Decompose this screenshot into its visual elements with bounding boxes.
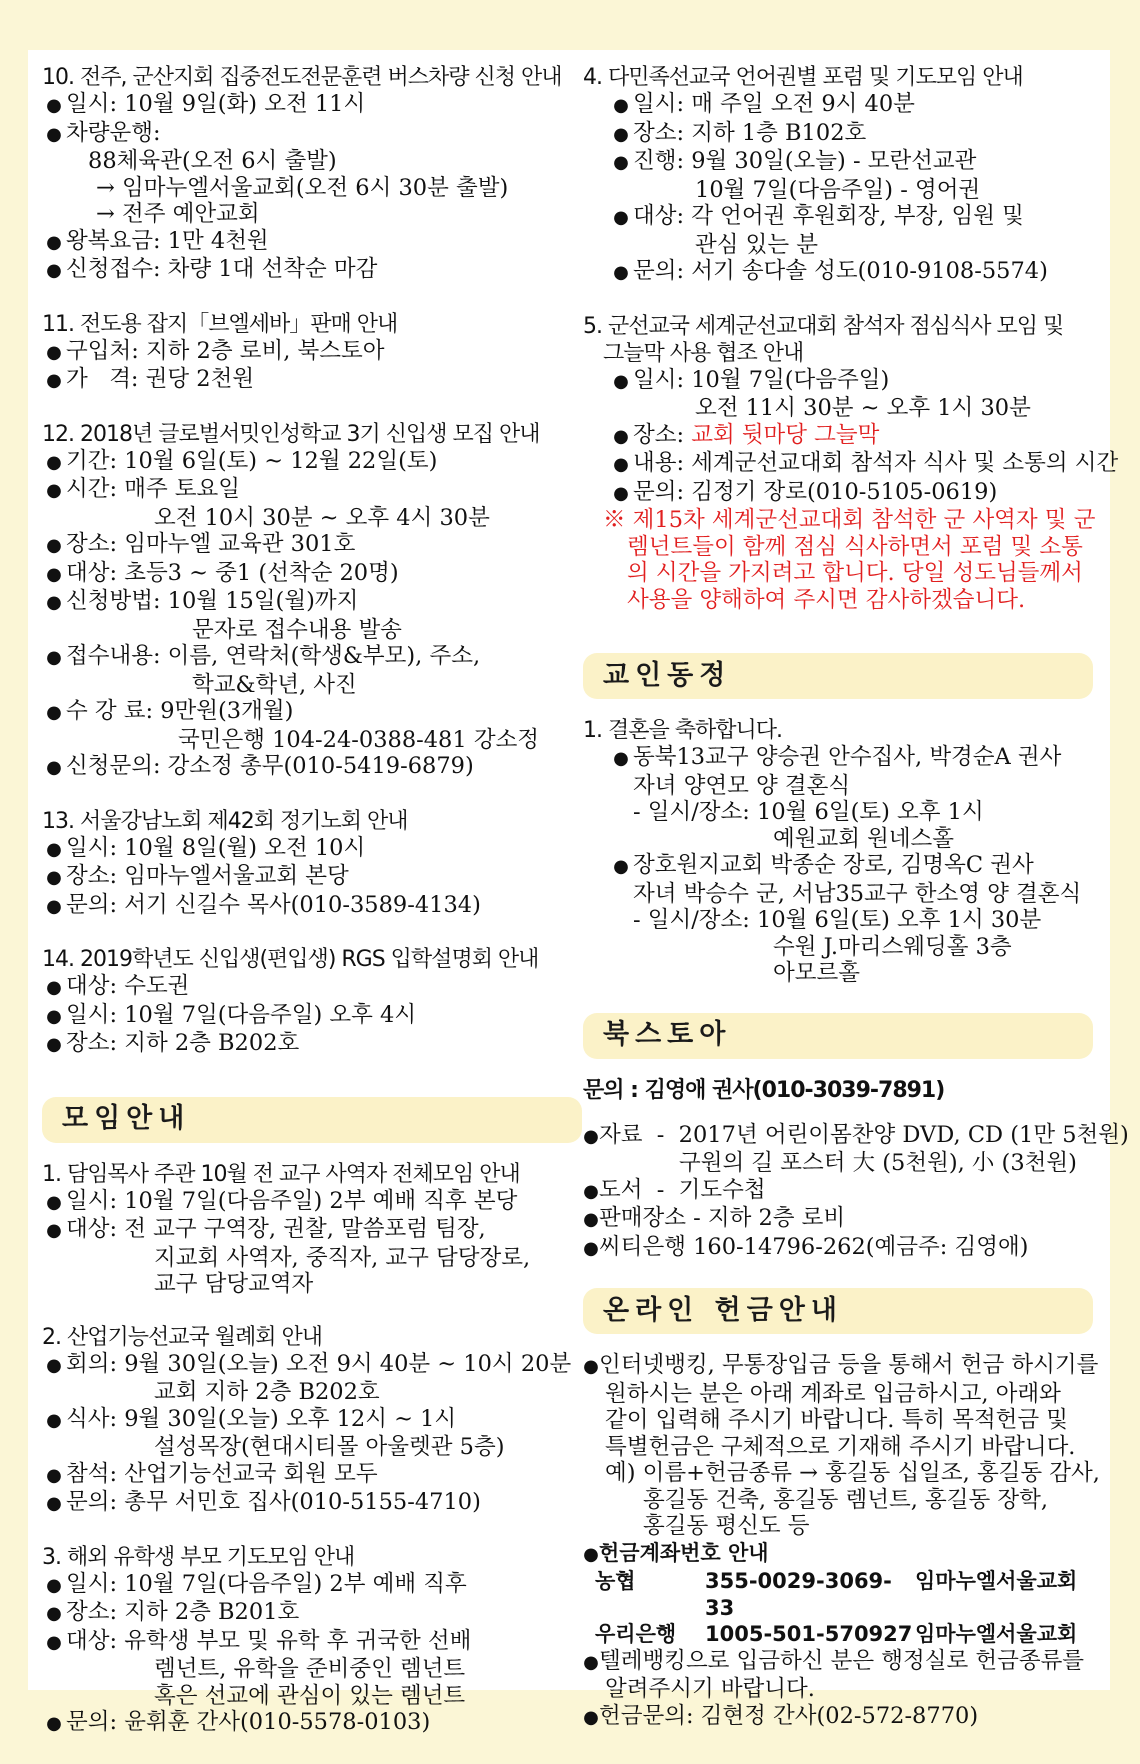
item-text: 렘넌트, 유학을 준비중인 렘넌트 (154, 1656, 466, 1682)
notice-title: 11. 전도용 잡지「브엘세바」판매 안내 (42, 311, 398, 337)
item-text: 장소: 지하 2층 B201호 (66, 1599, 300, 1625)
bullet-icon: ● (46, 838, 62, 860)
account-holder: 임마누엘서울교회 (915, 1622, 1078, 1646)
item-text: - 일시/장소: 10월 6일(토) 오후 1시 30분 (633, 907, 1042, 933)
bullet-icon: ● (46, 977, 62, 998)
item-text: 장소: 지하 1층 B102호 (633, 119, 867, 146)
item-text: 텔레뱅킹으로 입금하신 분은 행정실로 헌금종류를 (599, 1647, 1085, 1674)
list-item (42, 1571, 582, 1600)
list-item (42, 1628, 582, 1657)
item-text: 회의: 9월 30일(오늘) 오전 9시 40분 ~ 10시 20분 (66, 1350, 572, 1377)
list-item (42, 560, 582, 589)
item-text: 홍길동 건축, 홍길동 렘넌트, 홍길동 장학, (643, 1486, 1048, 1513)
notice-title: 13. 서울강남노회 제42회 정기노회 안내 (42, 808, 408, 834)
item-text: 일시: 10월 7일(다음주일) 오후 4시 (66, 1001, 417, 1028)
bullet-icon: ● (583, 1180, 599, 1202)
item-text: 장호원지교회 박종순 장로, 김명옥C 권사 (633, 852, 1034, 878)
notice-note: 사용을 양해하여 주시면 감사하겠습니다. (627, 586, 1026, 613)
bullet-icon: ● (46, 895, 62, 917)
list-item (583, 1540, 1093, 1569)
item-text: 구원의 길 포스터 大 (5천원), 小 (3천원) (679, 1150, 1077, 1176)
item-text: 문의: 서기 송다솔 성도(010-9108-5574) (633, 258, 1048, 284)
list-item (583, 120, 1093, 149)
list-item (42, 228, 582, 257)
location-highlight: 교회 뒷마당 그늘막 (691, 421, 880, 448)
list-item (42, 1489, 582, 1518)
notice-11 (42, 311, 582, 395)
list-item (42, 973, 582, 1002)
bullet-icon: ● (46, 535, 62, 556)
list-item (42, 1002, 582, 1031)
account-holder: 임마누엘서울교회 (915, 1569, 1078, 1593)
item-text: 수 강 료: 9만원(3개월) (66, 698, 294, 724)
bullet-icon: ● (613, 152, 629, 173)
item-text: 시간: 매주 토요일 (66, 476, 241, 502)
meeting-4 (583, 64, 1093, 287)
bullet-icon: ● (613, 856, 629, 877)
notice-14 (42, 946, 582, 1059)
bullet-icon: ● (583, 1125, 599, 1147)
list-item (583, 1121, 1129, 1151)
notice-10 (42, 64, 582, 285)
bullet-icon: ● (613, 425, 629, 447)
notice-title: 14. 2019학년도 신입생(편입생) RGS 입학설명회 안내 (42, 947, 539, 972)
list-item (42, 256, 582, 285)
bullet-icon: ● (583, 1237, 599, 1259)
bullet-icon: ● (613, 95, 629, 116)
item-text: 일시: 10월 9일(화) 오전 11시 (66, 91, 366, 117)
list-item (42, 863, 582, 892)
list-item (42, 91, 582, 120)
item-text: 문의: 김정기 장로(010-5105-0619) (633, 478, 998, 505)
item-text: 동북13교구 양승권 안수집사, 박경순A 권사 (633, 744, 1062, 770)
item-text: 장소: 임마누엘 교육관 301호 (66, 531, 356, 557)
list-item (583, 91, 1093, 120)
notice-13 (42, 808, 582, 921)
list-item (42, 1188, 582, 1217)
bullet-icon: ● (46, 341, 62, 363)
bullet-icon: ● (46, 1603, 62, 1624)
bullet-icon: ● (46, 451, 62, 473)
item-text: 문자로 접수내용 발송 (192, 616, 402, 643)
list-item (583, 203, 1093, 232)
item-text: 특별헌금은 구체적으로 기재해 주시기 바랍니다. (605, 1433, 1076, 1460)
list-item (42, 1406, 582, 1435)
notice-title: 1. 담임목사 주관 10월 전 교구 사역자 전체모임 안내 (42, 1161, 520, 1187)
bullet-icon: ● (46, 1005, 62, 1027)
bullet-icon: ● (613, 482, 629, 504)
account-number: 1005-501-570927 (705, 1622, 913, 1646)
meeting-5 (583, 313, 1119, 614)
list-item (583, 852, 1093, 881)
item-text: 도서 - 기도수첩 (599, 1176, 766, 1203)
item-text: 씨티은행 160-14796-262(예금주: 김영애) (599, 1233, 1029, 1260)
item-text: 예) 이름+헌금종류 → 홍길동 십일조, 홍길동 감사, (605, 1460, 1100, 1486)
account-row (583, 1568, 1093, 1621)
item-text: 자료 - 2017년 어린이몸찬양 DVD, CD (1만 5천원) (599, 1121, 1129, 1148)
list-item (583, 744, 1093, 773)
list-item (583, 1234, 1093, 1263)
bookstore-contact: 문의 : 김영애 권사(010-3039-7891) (583, 1077, 945, 1103)
bullet-icon: ● (583, 1706, 599, 1728)
item-text: 일시: 10월 7일(다음주일) 2부 예배 직후 (66, 1570, 467, 1597)
notice-note: ※ 제15차 세계군선교대회 참석한 군 사역자 및 군 (603, 507, 1096, 533)
list-item (42, 1461, 582, 1490)
list-item (42, 588, 582, 617)
list-item (583, 1648, 1093, 1677)
list-item (583, 422, 1093, 451)
item-text: 차량운행: (66, 119, 161, 146)
item-text: 수원 J.마리스웨딩홀 3층 (773, 933, 1012, 960)
list-item (583, 479, 1093, 508)
bullet-icon: ● (583, 1651, 599, 1673)
bullet-icon: ● (46, 647, 62, 668)
item-text: 문의: 총무 서민호 집사(010-5155-4710) (66, 1489, 481, 1515)
list-item (583, 1205, 1093, 1234)
item-text: 일시: 10월 7일(다음주일) (633, 366, 890, 393)
item-text: 오전 11시 30분 ~ 오후 1시 30분 (695, 395, 1031, 421)
item-text: 오전 10시 30분 ~ 오후 4시 30분 (154, 504, 490, 531)
item-text: 진행: 9월 30일(오늘) - 모란선교관 (633, 148, 977, 174)
item-text: 대상: 초등3 ~ 중1 (선착순 20명) (66, 559, 399, 586)
left-column (42, 64, 582, 1764)
item-text: 장소: (633, 421, 692, 448)
bullet-icon: ● (46, 123, 62, 145)
list-item (42, 1351, 582, 1380)
bullet-icon: ● (46, 757, 62, 778)
list-item (583, 1352, 1099, 1381)
bullet-icon: ● (613, 748, 629, 769)
bullet-icon: ● (46, 702, 62, 723)
bullet-icon: ● (583, 1356, 599, 1377)
list-item (42, 448, 582, 477)
item-text: 예원교회 원네스홀 (773, 825, 955, 852)
wedding-section (583, 717, 1093, 987)
item-text: 접수내용: 이름, 연락처(학생&부모), 주소, (66, 643, 481, 669)
bullet-icon: ● (583, 1543, 599, 1565)
item-text: 인터넷뱅킹, 무통장입금 등을 통해서 헌금 하시기를 (599, 1352, 1099, 1378)
item-text: 같이 입력해 주시기 바랍니다. 특히 목적헌금 및 (605, 1407, 1069, 1433)
list-item (42, 338, 582, 367)
item-text: 대상: 각 언어권 후원회장, 부장, 임원 및 (633, 203, 1024, 229)
item-text: 구입처: 지하 2층 로비, 북스토아 (66, 337, 385, 364)
item-text: 교회 지하 2층 B202호 (154, 1379, 380, 1405)
account-row (583, 1621, 1093, 1648)
account-title: 헌금계좌번호 안내 (599, 1540, 769, 1565)
bullet-icon: ● (46, 260, 62, 281)
item-text: 장소: 임마누엘서울교회 본당 (66, 863, 349, 889)
list-item (42, 1216, 582, 1245)
item-text: 교구 담당교역자 (154, 1271, 314, 1297)
item-text: 일시: 10월 8일(월) 오전 10시 (66, 834, 366, 861)
bullet-icon: ● (46, 95, 62, 116)
list-item (583, 367, 1093, 396)
item-text: 신청방법: 10월 15일(월)까지 (66, 588, 359, 614)
list-item (42, 698, 582, 727)
item-text: 문의: 서기 신길수 목사(010-3589-4134) (66, 891, 481, 918)
list-item (42, 120, 582, 149)
notice-note: 렘넌트들이 함께 점심 식사하면서 포럼 및 소통 (627, 533, 1083, 560)
bank-name: 농협 (595, 1569, 636, 1593)
bullet-icon: ● (613, 454, 629, 475)
item-text: 참석: 산업기능선교국 회원 모두 (66, 1460, 378, 1487)
bullet-icon: ● (613, 123, 629, 145)
list-item (42, 643, 582, 672)
item-text: 내용: 세계군선교대회 참석자 식사 및 소통의 시간 (633, 450, 1119, 476)
members-header: 교인동정 (583, 653, 1093, 699)
notice-title: 5. 군선교국 세계군선교대회 참석자 점심식사 모임 및 (583, 313, 1064, 339)
list-item (42, 892, 582, 921)
notice-title: 1. 결혼을 축하합니다. (583, 718, 782, 743)
item-text: 관심 있는 분 (695, 231, 818, 258)
item-text: 대상: 전 교구 구역장, 권찰, 말씀포럼 팀장, (66, 1216, 486, 1242)
list-item (583, 1703, 1093, 1732)
notice-title: 12. 2018년 글로벌서밋인성학교 3기 신입생 모집 안내 (42, 421, 540, 447)
bullet-icon: ● (46, 1191, 62, 1213)
bullet-icon: ● (46, 1713, 62, 1734)
item-text: 문의: 윤휘훈 간사(010-5578-0103) (66, 1709, 431, 1735)
item-text: 가 격: 권당 2천원 (66, 366, 255, 392)
item-text: → 전주 예안교회 (96, 201, 260, 227)
bullet-icon: ● (46, 592, 62, 613)
bank-name: 우리은행 (595, 1622, 677, 1646)
item-text: 홍길동 평신도 등 (643, 1513, 810, 1539)
bullet-icon: ● (46, 231, 62, 253)
bullet-icon: ● (613, 370, 629, 392)
bookstore-section (583, 1077, 1129, 1263)
bulletin-page (28, 50, 1129, 1735)
item-text: 88체육관(오전 6시 출발) (88, 148, 337, 174)
bullet-icon: ● (613, 262, 629, 283)
list-item (42, 366, 582, 395)
list-item (42, 1599, 582, 1628)
bullet-icon: ● (46, 563, 62, 585)
bullet-icon: ● (46, 480, 62, 501)
item-text: 헌금문의: 김현정 간사(02-572-8770) (599, 1702, 979, 1729)
list-item (42, 753, 582, 782)
item-text: 일시: 10월 7일(다음주일) 2부 예배 직후 본당 (66, 1187, 518, 1214)
item-text: 식사: 9월 30일(오늘) 오후 12시 ~ 1시 (66, 1405, 457, 1432)
item-text: 대상: 유학생 부모 및 유학 후 귀국한 선배 (66, 1627, 472, 1654)
bullet-icon: ● (46, 1409, 62, 1431)
bullet-icon: ● (613, 207, 629, 228)
item-text: 아모르홀 (773, 960, 860, 986)
item-text: 학교&학년, 사진 (192, 671, 357, 698)
item-text: 국민은행 104-24-0388-481 강소정 (178, 726, 540, 753)
item-text: - 일시/장소: 10월 6일(토) 오후 1시 (633, 799, 984, 825)
notice-12 (42, 421, 582, 782)
account-number: 355-0029-3069-33 (705, 1569, 892, 1620)
item-text: → 임마누엘서울교회(오전 6시 30분 출발) (96, 174, 509, 201)
online-offering-header: 온라인 헌금안내 (583, 1288, 1093, 1334)
notice-title-cont: 그늘막 사용 협조 안내 (603, 340, 804, 366)
item-text: 판매장소 - 지하 2층 로비 (599, 1205, 846, 1231)
item-text: 장소: 지하 2층 B202호 (66, 1030, 300, 1056)
list-item (42, 835, 582, 864)
list-item (42, 531, 582, 560)
list-item (583, 1177, 1093, 1206)
bullet-icon: ● (46, 1631, 62, 1653)
bullet-icon: ● (46, 1034, 62, 1055)
list-item (42, 1709, 582, 1738)
item-text: 지교회 사역자, 중직자, 교구 담당장로, (154, 1244, 531, 1271)
item-text: 자녀 박승수 군, 서남35교구 한소영 양 결혼식 (633, 880, 1082, 907)
bullet-icon: ● (46, 867, 62, 888)
bullet-icon: ● (46, 1220, 62, 1241)
item-text: 신청문의: 강소정 총무(010-5419-6879) (66, 753, 474, 779)
meeting-3 (42, 1544, 582, 1738)
bullet-icon: ● (46, 1493, 62, 1514)
item-text: 혹은 선교에 관심이 있는 렘넌트 (154, 1682, 466, 1709)
right-column (583, 64, 1129, 1757)
item-text: 기간: 10월 6일(토) ~ 12월 22일(토) (66, 447, 438, 474)
bullet-icon: ● (46, 1464, 62, 1486)
item-text: 원하시는 분은 아래 계좌로 입금하시고, 아래와 (605, 1380, 1061, 1407)
bookstore-header: 북스토아 (583, 1013, 1093, 1059)
bullet-icon: ● (46, 1354, 62, 1376)
meeting-2 (42, 1324, 582, 1518)
item-text: 10월 7일(다음주일) - 영어권 (695, 176, 981, 203)
bullet-icon: ● (583, 1209, 599, 1230)
notice-note: 의 시간을 가지려고 합니다. 당일 성도님들께서 (627, 560, 1083, 586)
list-item (583, 258, 1093, 287)
list-item (583, 148, 1093, 177)
bullet-icon: ● (46, 370, 62, 391)
item-text: 왕복요금: 1만 4천원 (66, 227, 269, 254)
bullet-icon: ● (46, 1574, 62, 1596)
list-item (42, 476, 582, 505)
item-text: 신청접수: 차량 1대 선착순 마감 (66, 256, 378, 282)
meeting-1 (42, 1161, 582, 1298)
online-offering-section (583, 1352, 1100, 1731)
item-text: 설성목장(현대시티몰 아울렛관 5층) (154, 1434, 505, 1460)
list-item (42, 1030, 582, 1059)
item-text: 대상: 수도권 (66, 973, 190, 999)
item-text: 알려주시기 바랍니다. (605, 1676, 815, 1702)
notice-title: 2. 산업기능선교국 월례회 안내 (42, 1324, 322, 1350)
notice-title: 4. 다민족선교국 언어권별 포럼 및 기도모임 안내 (583, 65, 1023, 90)
notice-title: 3. 해외 유학생 부모 기도모임 안내 (42, 1544, 355, 1570)
notice-title: 10. 전주, 군산지회 집중전도전문훈련 버스차량 신청 안내 (42, 65, 562, 90)
item-text: 일시: 매 주일 오전 9시 40분 (633, 91, 915, 117)
list-item (583, 450, 1119, 479)
meeting-header: 모임안내 (42, 1097, 582, 1143)
item-text: 자녀 양연모 양 결혼식 (633, 772, 851, 799)
